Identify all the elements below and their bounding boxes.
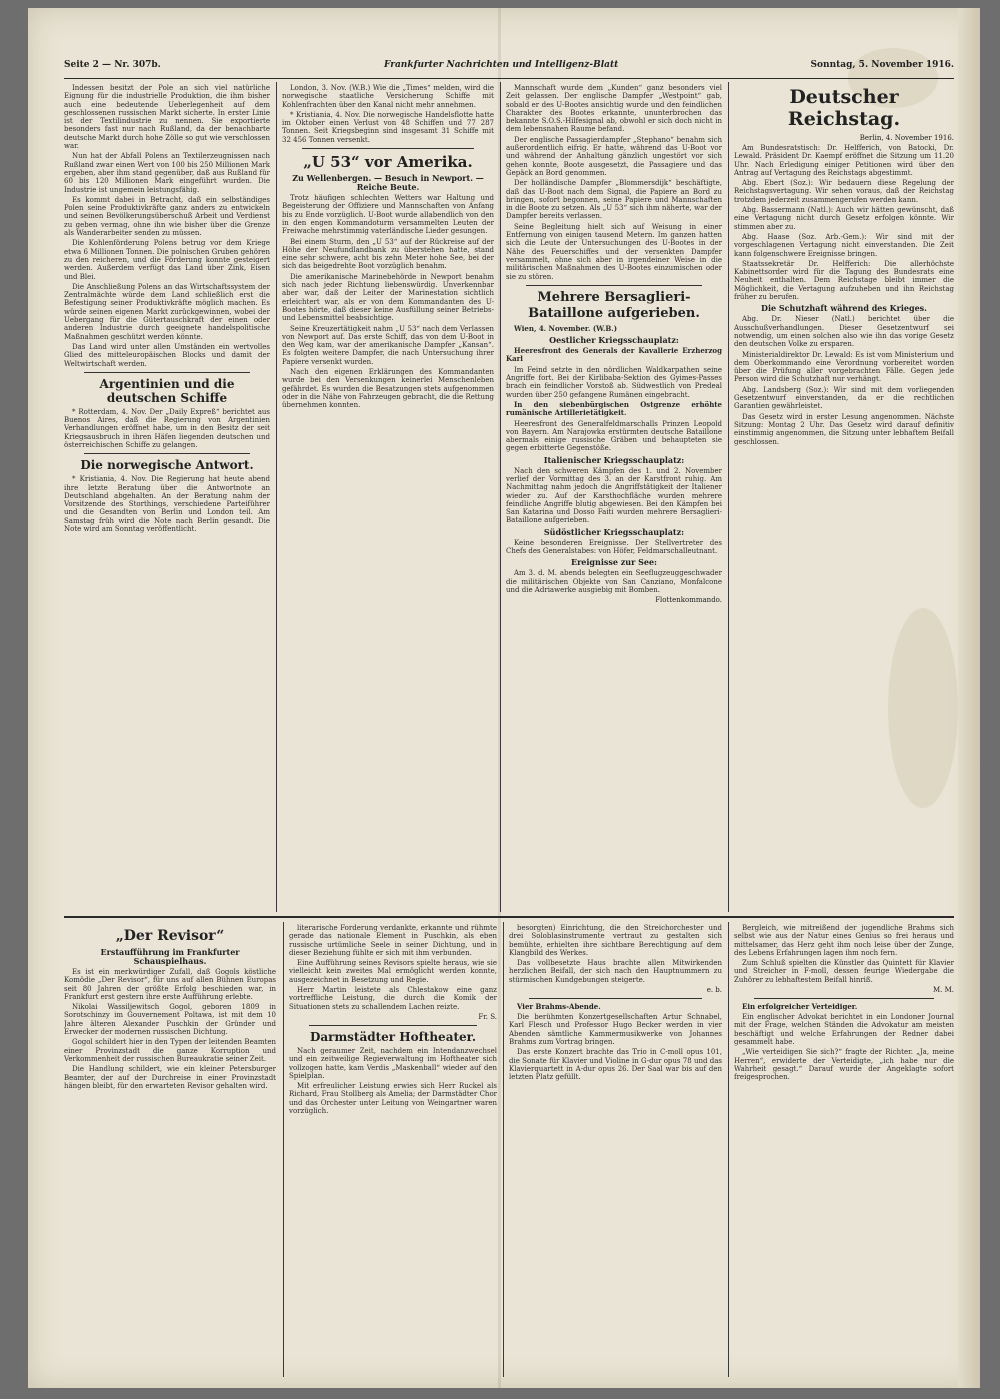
page-header (64, 60, 954, 76)
column-4 (734, 84, 954, 914)
article-paragraph: Abg. Landsberg (Soz.): Wir sind mit dem vorliegenden Gesetzentwurf einverstanden, da er die rechtlichen Garantien gewährleistet. (734, 385, 954, 411)
article-paragraph: Nach geraumer Zeit, nachdem ein Intendanzwechsel und ein zeitweilige Regieverwaltung im Hoftheater sich vollzogen hatte, kam Verdis „Maskenball“ wieder auf den Spielplan. (289, 1046, 497, 1080)
article-paragraph: Bei einem Sturm, den „U 53“ auf der Rückreise auf der Höhe der Neufundlandbank zu überstehen hatte, stand eine sehr schwere, acht bis zehn Meter hohe See, bei der sich das beigedrehte Boot vorzüglich benahm. (282, 237, 494, 271)
article-paragraph: Das erste Konzert brachte das Trio in C-moll opus 101, die Sonate für Klavier und Violine in G-dur opus 78 und das Klavierquartett in A-dur opus 26. Der Saal war bis auf den letzten Platz gefüllt. (509, 1048, 722, 1082)
section-text: Heeresfront des Generalfeldmarschalls Prinzen Leopold von Bayern. Am Narajowka erstürmten deutsche Bataillone abermals einige russische Gräben und behaupteten sie gegen erbitterte Gegenstöße. (506, 419, 722, 453)
article-paragraph: Abg. Bassermann (Natl.): Auch wir hätten gewünscht, daß eine Vertagung nicht durch Gesetz erfolgen könnte. Wir stimmen aber zu. (734, 206, 954, 231)
article-paragraph: Staatssekretär Dr. Helfferich: Die allerhöchste Kabinettsorder wird für die Tagung des Bundesrats eine Neuheit enthalten. Dem Reichstage bleibt immer die Möglichkeit, die Vertagung aufzuheben und ihn Reichstag früher zu berufen. (734, 259, 954, 302)
article-paragraph: Mannschaft wurde dem „Kunden“ ganz besonders viel Zeit gelassen. Der englische Dampfer „Westpoint“ gab, sobald er des U-Bootes ansichtig wurde und den feindlichen Charakter des Bootes erkannte, ununterbrochen das bekannte S.O.S.-Hilfesignal ab, obwohl er sich doch nicht in dem lebensnahen Raume befand. (506, 84, 722, 134)
article-paragraph: Der englische Passagierdampfer „Stephano“ benahm sich außerordentlich eifrig. Er hatte, während das U-Boot vor und während der Anhaltung gänzlich ungestört vor sich gehen konnte, Boote ausgesetzt, die Passagiere und das Gepäck an Bord genommen. (506, 135, 722, 177)
article-paragraph: Das Land wird unter allen Umständen ein wertvolles Glied des mitteleuropäischen Blocks und damit der Weltwirtschaft werden. (64, 342, 270, 368)
article-paragraph: Herr Martin leistete als Chlestakow eine ganz vortreffliche Leistung, die durch die Komik der Situationen stets zu schallendem Lachen reizte. (289, 986, 497, 1011)
feuilleton-column-1 (64, 924, 276, 1379)
section-text: Nach den schweren Kämpfen des 1. und 2. November verlief der Vormittag des 3. an der Karstfront ruhig. Am Nachmittag nahm jedoch die Angriffstätigkeit der Italiener wieder zu. Auf der Karsthochfläche wurden mehrere feindliche Angriffe blutig abgewiesen. Bei den Kämpfen bei San Katarina und Dosso Faiti wurden mehrere Bersaglieri-Bataillone aufgerieben. (506, 466, 722, 525)
article-paragraph: Abg. Dr. Nieser (Natl.) berichtet über die Ausschußverhandlungen. Dieser Gesetzentwurf sei notwendig, um einen solchen also wie ihn das vorige Gesetz den deutschen Volke zu ersparen. (734, 315, 954, 349)
section-sub: Heeresfront des Generals der Kavallerie Erzherzog Karl (506, 346, 722, 364)
headline-u53: „U 53“ vor Amerika. (303, 153, 473, 172)
column-3 (506, 84, 722, 914)
signature: Fr. S. (478, 1012, 497, 1021)
article-paragraph: Gogol schildert hier in den Typen der leitenden Beamten einer Provinzstadt die ganze Korruption und Verkommenheit der russischen Bureaukratie seiner Zeit. (64, 1038, 276, 1063)
page-edge (958, 8, 980, 1388)
article-paragraph: Nun hat der Abfall Polens an Textilerzeugnissen nach Rußland zwar einen Wert von 100 bis 250 Millionen Mark ergeben, aber ihm stand gegenüber, daß aus Rußland für 60 bis 120 Millionen Mark eingeführt wurden. Die Industrie ist ungemein leistungsfähig. (64, 152, 270, 194)
headline-verteidiger: Ein erfolgreicher Verteidiger. (742, 1002, 858, 1012)
feuilleton-column-4 (734, 924, 954, 1379)
newspaper-page (28, 8, 980, 1388)
article-separator (84, 372, 250, 373)
column-2 (282, 84, 494, 914)
headline-revisor: „Der Revisor“ (115, 928, 225, 944)
article-paragraph: Indessen besitzt der Pole an sich viel natürliche Eignung für die industrielle Produktion, die ihm bisher auch eine bedeutende Ueberlegenheit auf dem geschlossenen russischen Markt sicherte. In erster Linie ist der Textilindustrie zu nennen. Sie exportierte besonders fast nur nach Rußland, da der benachbarte deutsche Markt durch hohe Zölle so gut wie verschlossen war. (64, 84, 270, 151)
signature: Flottenkommando. (655, 596, 722, 605)
article-paragraph: Die berühmten Konzertgesellschaften Artur Schnabel, Karl Flesch und Professor Hugo Becker werden in vier Abenden sämtliche Kammermusikwerke von Johannes Brahms zum Vortrag bringen. (509, 1013, 722, 1046)
dateline: Wien, 4. November. (W.B.) (514, 323, 618, 333)
section-head: Oestlicher Kriegsschauplatz: (549, 335, 679, 346)
section-head: Italienischer Kriegsschauplatz: (543, 454, 685, 465)
header-page-number: Seite 2 — Nr. 307b. (64, 60, 161, 70)
article-paragraph: Abg. Ebert (Soz.): Wir bedauern diese Regelung der Reichstagsvertagung. Wir sehen voraus, daß der Reichstag trotzdem jederzeit zusammengerufen werden kann. (734, 179, 954, 204)
article-paragraph: Seine Kreuzertätigkeit nahm „U 53“ nach dem Verlassen von Newport auf. Das erste Schiff, das von dem U-Boot in den Weg kam, war der amerikanische Dampfer „Kansan“. Es folgten weitere Dampfer, die nach Untersuchung ihrer Papiere versenkt wurden. (282, 324, 494, 366)
section-text: Am 3. d. M. abends belegten ein Seeflugzeuggeschwader die militärischen Objekte von San Canziano, Monfalcone und die Adriawerke ausgiebig mit Bomben. (506, 569, 722, 594)
signature: M. M. (932, 986, 954, 995)
column-rule (503, 922, 504, 1377)
article-paragraph: Trotz häufigen schlechten Wetters war Haltung und Begeisterung der Offiziere und Mannschaften von Anfang bis zu Ende vorzüglich. U-Boot wurde allabendlich von den in den engen Kommandoturm versammelten Leuten der Freiwache mehrstimmig vaterländische Lieder gesungen. (282, 194, 494, 236)
article-paragraph: Die Anschließung Polens an das Wirtschaftssystem der Zentralmächte würde dem Land schließlich erst die Befestigung seiner Produktivkräfte möglich machen. Es würde seinen eigenen Markt zurückgewinnen, wobei der Uebergang für die Gütertauschkraft der einen oder anderen Industrie durch geeignete handelspolitische Maßnahmen geschützt werden könnte. (64, 282, 270, 341)
column-rule (276, 82, 277, 912)
article-paragraph: literarische Forderung verdankte, erkannte und rühmte gerade das nationale Element in Puschkin, als eben russische urtümliche Seele in seiner Dichtung, und in dieser Beziehung fühlte er sich mit ihm verbunden. (289, 924, 497, 957)
section-sub: In den siebenbürgischen Ostgrenze erhöhte rumänische Artillerietätigkeit. (506, 399, 722, 418)
header-rule (64, 78, 954, 79)
signature: e. b. (706, 986, 722, 995)
article-paragraph: „Wie verteidigen Sie sich?“ fragte der Richter. „Ja, meine Herren“, erwiderte der Verteidigte, „ich habe nur die Wahrheit gesagt.“ Darauf wurde der Angeklagte sofort freigesprochen. (734, 1048, 954, 1082)
section-head: Südöstlicher Kriegsschauplatz: (543, 526, 685, 537)
column-rule (500, 82, 501, 912)
headline-schutzhaft: Die Schutzhaft während des Krieges. (761, 303, 927, 314)
column-rule (283, 922, 284, 1377)
article-paragraph: * Rotterdam, 4. Nov. Der „Daily Expreß“ berichtet aus Buenos Aires, daß die Regierung von Argentinien Verhandlungen eröffnet habe, um in den Besitz der seit Kriegsausbruch in ihren Häfen liegenden deutschen und österreichischen Schiffe zu gelangen. (64, 407, 270, 449)
feuilleton-column-2 (289, 924, 497, 1379)
article-paragraph: Die amerikanische Marinebehörde in Newport benahm sich nach jeder Richtung liebenswürdig. Unverkennbar aber war, daß der Leiter der Marinestation sichtlich erleichtert war, als er von dem Kommandanten des U-Bootes hörte, daß dieser keine Ausfüllung seiner Betriebs- und Lebensmittel beabsichtige. (282, 272, 494, 323)
headline-reichstag: Deutscher Reichstag. (787, 86, 901, 130)
article-paragraph: Es ist ein merkwürdiger Zufall, daß Gogols köstliche Komödie „Der Revisor“, für uns auf allen Bühnen Europas seit 80 Jahren der größte Erfolg beschieden war, in Frankfurt erst gestern ihre erste Aufführung erlebte. (64, 968, 276, 1001)
article-paragraph: Zum Schluß spielten die Künstler das Quintett für Klavier und Streicher in F-moll, dessen feurige Wiedergabe die Zuhörer zu lebhaftestem Beifall hinriß. (734, 959, 954, 984)
article-separator (754, 998, 934, 999)
subheadline-u53: Zu Wellenbergen. — Besuch in Newport. — Reiche Beute. (292, 173, 484, 193)
headline-darmstaedter-hoftheater: Darmstädter Hoftheater. (309, 1029, 477, 1044)
section-text: Keine besonderen Ereignisse. Der Stellvertreter des Chefs des Generalstabes: von Höfer, Feldmarschalleutnant. (506, 538, 722, 556)
section-head: Ereignisse zur See: (570, 557, 658, 568)
article-paragraph: Am Bundesratstisch: Dr. Helfferich, von Batocki, Dr. Lewald. Präsident Dr. Kaempf eröffnet die Sitzung um 11.20 Uhr. Nach Erledigung einiger Petitionen wird über den Antrag auf Vertagung des Reichstags abgestimmt. (734, 144, 954, 177)
article-paragraph: Es kommt dabei in Betracht, daß ein selbständiges Polen seine Produktivkräfte ganz anders zu entwickeln und seinen Bevölkerungsüberschuß Arbeit und Verdienst zu geben vermag, ohne ihn wie bisher über die Grenze als Wanderarbeiter senden zu müssen. (64, 195, 270, 238)
article-separator (302, 148, 474, 149)
header-date: Sonntag, 5. November 1916. (810, 60, 954, 70)
article-separator (526, 285, 702, 286)
article-paragraph: * Kristiania, 4. Nov. Die norwegische Handelsflotte hatte im Oktober einen Verlust von 48 Schiffen und 77 287 Tonnen. Seit Kriegsbeginn sind insgesamt 31 Schiffe mit 32 456 Tonnen versenkt. (282, 110, 494, 144)
article-paragraph: Ministerialdirektor Dr. Lewald: Es ist vom Ministerium und dem Oberkommando eine Verordnung vorbereitet worden über die Prüfung aller vorgebrachten Fälle. Gegen jede Person wird die Schutzhaft nur verhängt. (734, 350, 954, 384)
column-rule (728, 82, 729, 912)
article-paragraph: Seine Begleitung hielt sich auf Weisung in einer Entfernung von einigen tausend Metern. Im ganzen hatten sich die Leute der Untersuchungen des U-Bootes in der Nähe des Feuerschiffes und der versenkten Dampfer versammelt, ohne sich aber in irgendeiner Weise in die militärischen Maßnahmen des U-Bootes einzumischen oder sie zu stören. (506, 222, 722, 281)
headline-argentinien: Argentinien und die deutschen Schiffe (99, 376, 235, 405)
article-separator (84, 453, 250, 454)
article-paragraph: Abg. Haase (Soz. Arb.-Gem.): Wir sind mit der vorgeschlagenen Vertagung nicht einverstanden. Die Zeit kann folgenschwere Ereignisse bringen. (734, 232, 954, 258)
article-paragraph: * Kristiania, 4. Nov. Die Regierung hat heute abend ihre letzte Beratung über die Antwortnote an Deutschland abgehalten. An der Beratung nahm der Vorsitzende des Storthings, verschiedene Parteiführer und die Gesandten von Berlin und London teil. Am Samstag früh wird die Note nach Berlin gesandt. Die Note wird am Sonntag veröffentlicht. (64, 475, 270, 534)
column-rule (728, 922, 729, 1377)
feuilleton-column-3 (509, 924, 722, 1379)
feuilleton-rule (64, 916, 954, 918)
article-paragraph: Bergleich, wie mitreißend der jugendliche Brahms sich selbst wie aus der Natur eines Genius so frei heraus und mittelsamer, das Herz geht ihm noch leise über der Zunge, des Lebens Erfahrungen lagen ihm noch fern. (734, 924, 954, 957)
article-separator (529, 998, 702, 999)
article-paragraph: Eine Aufführung seines Revisors spielte heraus, wie sie vielleicht kein zweites Mal ermöglicht werden konnte, ausgezeichnet in Besetzung und Regie. (289, 959, 497, 984)
article-paragraph: Die Handlung schildert, wie ein kleiner Petersburger Beamter, der auf der Durchreise in einer Provinzstadt hängen bleibt, für den erwarteten Revisor gehalten wird. (64, 1065, 276, 1090)
headline-bersaglieri: Mehrere Bersaglieri-Bataillone aufgerieben. (528, 289, 700, 321)
article-paragraph: Die Kohlenförderung Polens betrug vor dem Kriege etwa 6 Millionen Tonnen. Die polnischen Gruben gehören zu den reicheren, und die Förderung konnte gesteigert werden. Außerdem verfügt das Land über Zink, Eisen und Blei. (64, 239, 270, 281)
article-paragraph: Nikolai Wassiljewitsch Gogol, geboren 1809 in Sorotschinzy im Gouvernement Poltawa, ist mit dem 10 Jahre älteren Alexander Puschkin der Gründer und Erwecker der modernen russischen Dichtung. (64, 1003, 276, 1037)
article-separator (309, 1025, 477, 1026)
article-paragraph: Ein englischer Advokat berichtet in ein Londoner Journal mit der Frage, welchen Ständen die Advokatur am meisten beschäftigt und welche Erfahrungen der Redner dabei gesammelt habe. (734, 1013, 954, 1046)
article-paragraph: Das Gesetz wird in erster Lesung angenommen. Nächste Sitzung: Montag 2 Uhr. Das Gesetz wird darauf definitiv einstimmig angenommen, die Sitzung unter lebhaftem Beifall geschlossen. (734, 412, 954, 446)
headline-norwegische-antwort: Die norwegische Antwort. (80, 458, 254, 473)
subheadline-revisor: Erstaufführung im Frankfurter Schauspielhaus. (100, 947, 240, 966)
article-paragraph: Nach den eigenen Erklärungen des Kommandanten wurde bei den Versenkungen keinerlei Menschenleben gefährdet. Es wurden die Besatzungen stets aufgenommen oder in die Nähe von Fahrzeugen gebracht, die die Rettung übernehmen konnten. (282, 368, 494, 410)
section-text: Im Feind setzte in den nördlichen Waldkarpathen seine Angriffe fort. Bei der Kirlibaba-Sektion des Gyimes-Passes brach ein feindlicher Vorstoß ab. Südwestlich von Predeal wurden über 250 gefangene Rumänen eingebracht. (506, 365, 722, 399)
article-paragraph: besorgten) Einrichtung, die den Streichorchester und drei Soloblasinstrumente vertraut zu gestalten sich bemühte, erhielten ihre sichtbare Berechtigung auf dem Klangbild des Werkes. (509, 924, 722, 957)
article-paragraph: Mit erfreulicher Leistung erwies sich Herr Ruckel als Richard, Frau Stollberg als Amelia; der Darmstädter Chor und das Orchester unter Leitung von Weingartner waren vorzüglich. (289, 1082, 497, 1116)
article-paragraph: Der holländische Dampfer „Blommersdijk“ beschäftigte, daß das U-Boot nach dem Signal, die Papiere an Bord zu bringen, sofort begonnen, seine Papiere und Mannschaften in die Boote zu setzen. Als „U 53“ sich ihm näherte, war der Dampfer bereits verlassen. (506, 179, 722, 221)
column-1 (64, 84, 270, 914)
headline-brahms-abende: Vier Brahms-Abende. (517, 1002, 601, 1012)
article-paragraph: London, 3. Nov. (W.B.) Wie die „Times“ melden, wird die norwegische staatliche Versicherung Schiffe mit Kohlenfrachten über den Kanal nicht mehr annehmen. (282, 84, 494, 109)
header-newspaper-title: Frankfurter Nachrichten und Intelligenz-Blatt (384, 60, 619, 70)
article-paragraph: Das vollbesetzte Haus brachte allen Mitwirkenden herzlichen Beifall, der sich nach den Hauptnummern zu stürmischen Kundgebungen steigerte. (509, 959, 722, 984)
dateline: Berlin, 4. November 1916. (859, 134, 954, 142)
